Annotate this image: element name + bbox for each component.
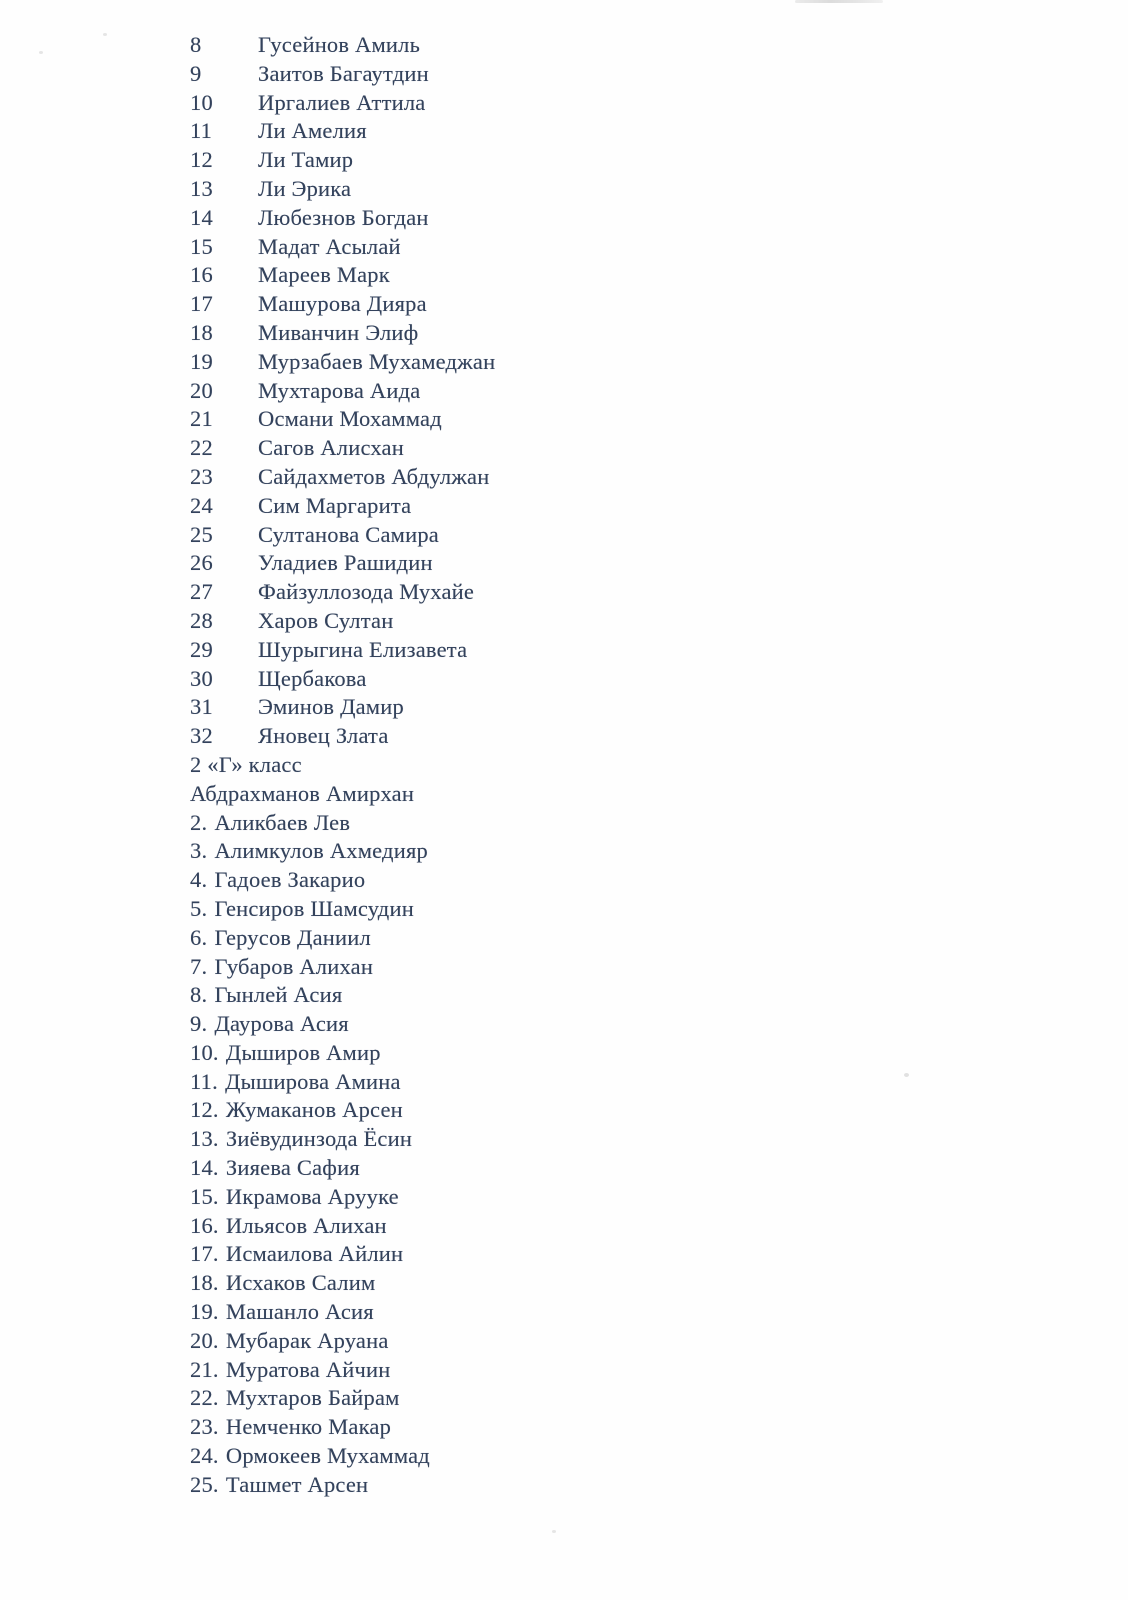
list-item-number: 15. — [190, 1183, 219, 1209]
list-item-number: 21 — [190, 406, 213, 432]
list-item-number: 20 — [190, 377, 213, 403]
page-content — [190, 31, 495, 1500]
list-item — [190, 1298, 495, 1327]
list-item-number: 9. — [190, 1011, 208, 1037]
list-item — [190, 348, 495, 377]
list-item — [190, 636, 495, 665]
list-item — [190, 1096, 495, 1125]
list-item-number: 2. — [190, 809, 208, 835]
list-item — [190, 1413, 495, 1442]
list-item-name: Немченко Макар — [225, 1414, 392, 1440]
list-item-number: 17 — [190, 291, 213, 317]
list-item-number: 15 — [190, 233, 213, 259]
list-item — [190, 319, 495, 348]
list-item-number: 8. — [190, 982, 208, 1008]
list-item — [190, 1068, 495, 1097]
list-item — [190, 1039, 495, 1068]
list-item-number: 24 — [190, 492, 213, 518]
list-item-number: 5. — [190, 895, 208, 921]
scan-artifact — [103, 33, 107, 36]
list-item-number: 13 — [190, 175, 213, 201]
list-item-number: 25 — [190, 521, 213, 547]
list-item-name: Герусов Даниил — [214, 924, 371, 950]
list-item — [190, 1356, 495, 1385]
list-item-name: Сим Маргарита — [258, 492, 412, 518]
list-item-name: Любезнов Богдан — [258, 204, 429, 230]
list-item-name: Даурова Асия — [214, 1011, 349, 1037]
list-item — [190, 117, 495, 146]
list-item-name: Эминов Дамир — [258, 694, 404, 720]
list-item — [190, 175, 495, 204]
list-item-number: 19. — [190, 1299, 219, 1325]
class-list-section-1 — [190, 31, 495, 751]
list-item — [190, 837, 495, 866]
class-g-heading: 2 «Г» класс — [190, 751, 302, 777]
list-item-number: 10 — [190, 89, 213, 115]
list-item-number: 18. — [190, 1270, 219, 1296]
list-item — [190, 895, 495, 924]
list-item — [190, 722, 495, 751]
list-item-number: 23 — [190, 463, 213, 489]
list-item — [190, 1010, 495, 1039]
list-item-number: 22. — [190, 1385, 219, 1411]
list-item-name: Генсиров Шамсудин — [214, 895, 414, 921]
list-item-number: 14 — [190, 204, 213, 230]
list-item-number: 30 — [190, 665, 213, 691]
list-item-name: Абдрахманов Амирхан — [190, 780, 415, 806]
list-item-number: 12. — [190, 1097, 219, 1123]
list-item-number: 8 — [190, 32, 202, 57]
list-item-number: 25. — [190, 1471, 219, 1497]
list-item-number: 11 — [190, 118, 213, 144]
list-item-name: Ормокеев Мухаммад — [225, 1443, 430, 1469]
list-item — [190, 89, 495, 118]
list-item-name: Алимкулов Ахмедияр — [214, 838, 428, 864]
list-item-number: 29 — [190, 636, 213, 662]
list-item — [190, 434, 495, 463]
list-item — [190, 809, 495, 838]
scan-artifact — [39, 51, 43, 54]
list-item — [190, 204, 495, 233]
list-item — [190, 1154, 495, 1183]
list-item-number: 16. — [190, 1212, 219, 1238]
list-item — [190, 1212, 495, 1241]
list-item-number: 3. — [190, 838, 208, 864]
list-item-number: 27 — [190, 579, 213, 605]
list-item-name: Мухтаров Байрам — [225, 1385, 400, 1411]
list-item-name: Файзуллозода Мухайе — [258, 579, 475, 605]
list-item-name: Ли Амелия — [258, 118, 367, 144]
list-item-name: Миванчин Элиф — [258, 319, 419, 345]
list-item — [190, 866, 495, 895]
list-item — [190, 665, 495, 694]
list-item-name: Исмаилова Айлин — [225, 1241, 404, 1267]
list-item-number: 32 — [190, 723, 213, 749]
list-item-name: Мубарак Аруана — [225, 1327, 389, 1353]
list-item-number: 28 — [190, 607, 213, 633]
list-item-name: Щербакова — [258, 665, 367, 691]
list-item — [190, 492, 495, 521]
list-item-name: Машанло Асия — [225, 1299, 374, 1325]
scan-artifact — [552, 1530, 556, 1533]
list-item — [190, 405, 495, 434]
list-item — [190, 549, 495, 578]
list-item-name: Дыширова Амина — [225, 1068, 401, 1094]
list-item-name: Зиёвудинзода Ёсин — [225, 1126, 413, 1152]
list-item — [190, 60, 495, 89]
scan-artifact — [904, 1073, 909, 1077]
list-item — [190, 1269, 495, 1298]
list-item-name: Сагов Алисхан — [258, 435, 404, 461]
list-item — [190, 377, 495, 406]
list-item — [190, 1442, 495, 1471]
list-item-name: Мадат Асылай — [258, 233, 401, 259]
list-item-name: Шурыгина Елизавета — [258, 636, 468, 662]
list-item-number: 4. — [190, 867, 208, 893]
scan-artifact — [795, 0, 883, 3]
list-item-name: Сайдахметов Абдулжан — [258, 463, 490, 489]
list-item-number: 13. — [190, 1126, 219, 1152]
list-item — [190, 233, 495, 262]
list-item-name: Ли Тамир — [258, 147, 354, 173]
list-item-name: Мурзабаев Мухамеджан — [258, 348, 496, 374]
list-item-number: 26 — [190, 550, 213, 576]
list-item — [190, 521, 495, 550]
list-item — [190, 31, 495, 60]
list-item-name: Исхаков Салим — [225, 1270, 376, 1296]
list-item — [190, 780, 495, 809]
list-item-name: Заитов Багаутдин — [258, 60, 429, 86]
list-item-name: Гынлей Асия — [214, 982, 343, 1008]
list-item — [190, 1327, 495, 1356]
list-item-number: 14. — [190, 1155, 219, 1181]
list-item-number: 6. — [190, 924, 208, 950]
list-item-name: Жумаканов Арсен — [225, 1097, 403, 1123]
list-item-name: Уладиев Рашидин — [258, 550, 433, 576]
list-item — [190, 1183, 495, 1212]
list-item — [190, 924, 495, 953]
list-item-name: Икрамова Арууке — [225, 1183, 399, 1209]
list-item-name: Мухтарова Аида — [258, 377, 421, 403]
list-item-number: 23. — [190, 1414, 219, 1440]
list-item-name: Ильясов Алихан — [225, 1212, 387, 1238]
list-item-number: 24. — [190, 1443, 219, 1469]
list-item — [190, 1125, 495, 1154]
list-item-name: Ли Эрика — [258, 175, 352, 201]
list-item-name: Иргалиев Аттила — [258, 89, 426, 115]
list-item-name: Османи Мохаммад — [258, 406, 442, 432]
list-item-number: 10. — [190, 1039, 219, 1065]
list-item-number: 31 — [190, 694, 213, 720]
list-item-name: Гусейнов Амиль — [258, 32, 421, 57]
list-item-name: Машурова Дияра — [258, 291, 427, 317]
class-list-section-2 — [190, 780, 495, 1500]
list-item-number: 17. — [190, 1241, 219, 1267]
list-item-number: 16 — [190, 262, 213, 288]
list-item-number: 18 — [190, 319, 213, 345]
list-item-number: 19 — [190, 348, 213, 374]
list-item-name: Дыширов Амир — [225, 1039, 381, 1065]
list-item-name: Гадоев Закарио — [214, 867, 366, 893]
list-item-name: Муратова Айчин — [225, 1356, 391, 1382]
list-item — [190, 981, 495, 1010]
list-item-name: Мареев Марк — [258, 262, 390, 288]
list-item-name: Яновец Злата — [258, 723, 389, 749]
list-item-name: Аликбаев Лев — [214, 809, 351, 835]
list-item-number: 7. — [190, 953, 208, 979]
list-item — [190, 607, 495, 636]
list-item — [190, 290, 495, 319]
list-item — [190, 1471, 495, 1500]
list-item-number: 9 — [190, 60, 202, 86]
list-item — [190, 693, 495, 722]
list-item-name: Губаров Алихан — [214, 953, 374, 979]
list-item-number: 11. — [190, 1068, 218, 1094]
list-item — [190, 261, 495, 290]
list-item — [190, 463, 495, 492]
list-item-name: Султанова Самира — [258, 521, 439, 547]
list-item — [190, 578, 495, 607]
list-item — [190, 146, 495, 175]
list-item — [190, 1384, 495, 1413]
list-item-number: 20. — [190, 1327, 219, 1353]
list-item-name: Ташмет Арсен — [225, 1471, 369, 1497]
list-item-number: 22 — [190, 435, 213, 461]
list-item — [190, 953, 495, 982]
list-item-name: Харов Султан — [258, 607, 394, 633]
list-item — [190, 1240, 495, 1269]
list-item-number: 12 — [190, 147, 213, 173]
list-item-name: Зияева Сафия — [225, 1155, 360, 1181]
list-item-number: 21. — [190, 1356, 219, 1382]
